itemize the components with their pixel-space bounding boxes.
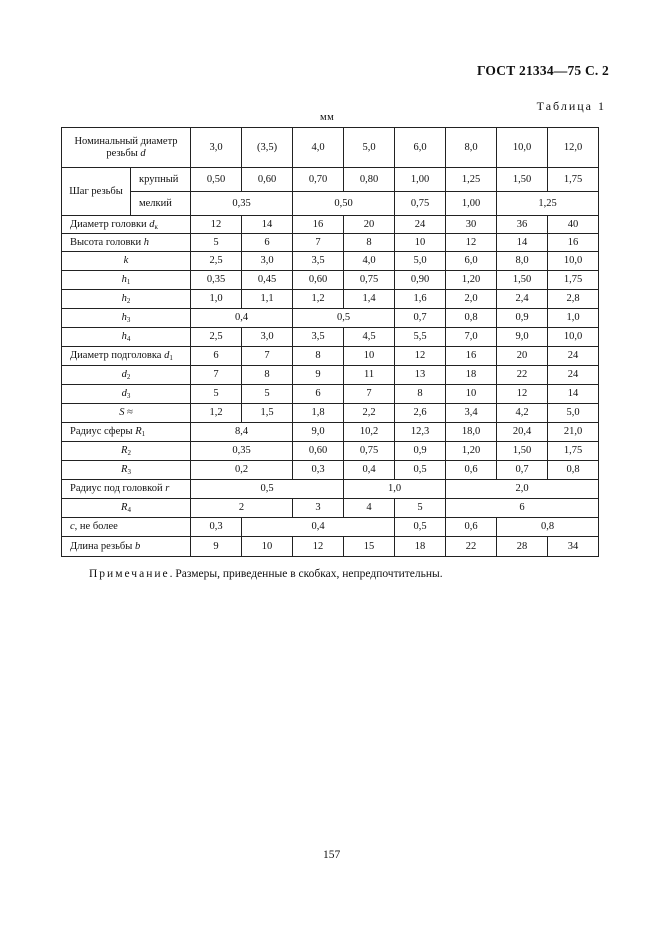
table-cell: 7,0	[446, 328, 497, 347]
table-cell: 5,0	[548, 404, 599, 423]
row-label: $h_3$	[62, 309, 191, 328]
dimensions-table	[61, 127, 599, 557]
table-cell: 0,8	[446, 309, 497, 328]
table-cell: 0,6	[446, 461, 497, 480]
table-cell: 1,20	[446, 442, 497, 461]
table-cell: 0,80	[344, 168, 395, 192]
table-cell: 0,9	[395, 442, 446, 461]
page-number: 157	[323, 849, 341, 861]
row-label: $R_3$	[62, 461, 191, 480]
table-cell: 3,4	[446, 404, 497, 423]
table-cell: 5	[191, 385, 242, 404]
table-cell: 24	[548, 347, 599, 366]
document-header: ГОСТ 21334—75 С. 2	[476, 63, 609, 78]
table-cell: 8,4	[191, 423, 293, 442]
table-row	[62, 234, 599, 252]
table-cell: 5,5	[395, 328, 446, 347]
table-cell: 34	[548, 537, 599, 557]
table-row	[62, 168, 599, 192]
table-cell: 12,0	[548, 128, 599, 168]
table-cell: 21,0	[548, 423, 599, 442]
table-cell: 0,7	[395, 309, 446, 328]
table-cell: 4,0	[344, 252, 395, 271]
table-cell: 5,0	[344, 128, 395, 168]
table-cell: 10,0	[548, 328, 599, 347]
row-label: $h_4$	[62, 328, 191, 347]
table-cell: 1,00	[446, 192, 497, 216]
table-cell: 6	[446, 499, 599, 518]
table-cell: 0,4	[242, 518, 395, 537]
table-cell: 7	[344, 385, 395, 404]
table-row	[62, 271, 599, 290]
table-cell: 0,5	[395, 461, 446, 480]
table-cell: 8,0	[446, 128, 497, 168]
row-label: Номинальный диаметр резьбы d	[62, 128, 191, 168]
table-cell: 0,5	[293, 309, 395, 328]
row-label: Радиус сферы $R_1$	[62, 423, 191, 442]
table-cell: 2,0	[446, 290, 497, 309]
table-cell: 16	[446, 347, 497, 366]
table-cell: 5,0	[395, 252, 446, 271]
row-sublabel: крупный	[131, 168, 191, 192]
table-cell: 28	[497, 537, 548, 557]
row-label: Радиус под головкой r	[62, 480, 191, 499]
table-cell: (3,5)	[242, 128, 293, 168]
row-label: $h_2$	[62, 290, 191, 309]
table-cell: 15	[344, 537, 395, 557]
table-row	[62, 328, 599, 347]
table-cell: 2,6	[395, 404, 446, 423]
table-cell: 13	[395, 366, 446, 385]
table-row	[62, 290, 599, 309]
table-row	[62, 385, 599, 404]
table-cell: 6,0	[446, 252, 497, 271]
table-cell: 1,2	[191, 404, 242, 423]
table-cell: 4,5	[344, 328, 395, 347]
table-cell: 8	[293, 347, 344, 366]
table-cell: 9	[191, 537, 242, 557]
note-prefix: Примечание	[89, 568, 170, 580]
table-cell: 3	[293, 499, 344, 518]
table-cell: 1,20	[446, 271, 497, 290]
table-cell: 1,8	[293, 404, 344, 423]
row-label: Высота головки h	[62, 234, 191, 252]
table-cell: 1,5	[242, 404, 293, 423]
table-cell: 16	[293, 216, 344, 234]
table-cell: 1,50	[497, 442, 548, 461]
table-cell: 8,0	[497, 252, 548, 271]
table-cell: 1,0	[548, 309, 599, 328]
table-cell: 7	[191, 366, 242, 385]
table-cell: 30	[446, 216, 497, 234]
table-cell: 0,2	[191, 461, 293, 480]
table-cell: 0,75	[344, 271, 395, 290]
table-cell: 40	[548, 216, 599, 234]
table-cell: 14	[497, 234, 548, 252]
row-label: Шаг резьбы	[62, 168, 131, 216]
table-row	[62, 128, 599, 168]
table-cell: 12,3	[395, 423, 446, 442]
table-row	[62, 518, 599, 537]
table-cell: 4,0	[293, 128, 344, 168]
table-cell: 10	[242, 537, 293, 557]
table-cell: 0,7	[497, 461, 548, 480]
table-cell: 1,00	[395, 168, 446, 192]
table-row	[62, 537, 599, 557]
table-cell: 10	[344, 347, 395, 366]
table-cell: 9,0	[293, 423, 344, 442]
table-note	[89, 568, 443, 580]
table-cell: 0,8	[548, 461, 599, 480]
table-cell: 3,5	[293, 328, 344, 347]
table-cell: 0,50	[293, 192, 395, 216]
table-row	[62, 216, 599, 234]
table-cell: 36	[497, 216, 548, 234]
table-cell: 0,6	[446, 518, 497, 537]
table-row	[62, 404, 599, 423]
note-text: . Размеры, приведенные в скобках, непредпочтительны.	[169, 568, 443, 580]
table-cell: 5	[191, 234, 242, 252]
table-cell: 0,60	[242, 168, 293, 192]
table-cell: 12	[497, 385, 548, 404]
table-cell: 12	[395, 347, 446, 366]
table-row	[62, 309, 599, 328]
table-cell: 0,5	[395, 518, 446, 537]
table-row	[62, 252, 599, 271]
table-cell: 18	[446, 366, 497, 385]
table-cell: 2,5	[191, 328, 242, 347]
table-cell: 24	[395, 216, 446, 234]
table-cell: 4,2	[497, 404, 548, 423]
table-cell: 2,4	[497, 290, 548, 309]
row-label: $R_2$	[62, 442, 191, 461]
table-cell: 0,35	[191, 271, 242, 290]
table-cell: 14	[548, 385, 599, 404]
table-cell: 16	[548, 234, 599, 252]
table-cell: 0,75	[344, 442, 395, 461]
table-cell: 14	[242, 216, 293, 234]
table-cell: 22	[446, 537, 497, 557]
table-cell: 3,0	[191, 128, 242, 168]
row-label: $R_4$	[62, 499, 191, 518]
table-cell: 5	[395, 499, 446, 518]
table-cell: 24	[548, 366, 599, 385]
table-cell: 7	[242, 347, 293, 366]
table-cell: 0,60	[293, 442, 344, 461]
table-cell: 2,5	[191, 252, 242, 271]
table-cell: 6,0	[395, 128, 446, 168]
row-label: c, не более	[62, 518, 191, 537]
table-row	[62, 366, 599, 385]
row-label: Диаметр головки $d_к$	[62, 216, 191, 234]
table-cell: 1,75	[548, 442, 599, 461]
table-cell: 1,2	[293, 290, 344, 309]
table-cell: 0,35	[191, 192, 293, 216]
table-cell: 1,75	[548, 168, 599, 192]
table-cell: 10,0	[497, 128, 548, 168]
table-cell: 11	[344, 366, 395, 385]
table-cell: 22	[497, 366, 548, 385]
table-cell: 10,2	[344, 423, 395, 442]
table-cell: 0,70	[293, 168, 344, 192]
table-cell: 0,4	[344, 461, 395, 480]
row-label: k	[62, 252, 191, 271]
table-cell: 1,75	[548, 271, 599, 290]
table-cell: 5	[242, 385, 293, 404]
table-cell: 10	[395, 234, 446, 252]
table-cell: 1,50	[497, 271, 548, 290]
table-cell: 12	[191, 216, 242, 234]
table-cell: 1,4	[344, 290, 395, 309]
table-cell: 6	[242, 234, 293, 252]
table-cell: 0,90	[395, 271, 446, 290]
table-cell: 2,0	[446, 480, 599, 499]
table-row	[62, 347, 599, 366]
table-cell: 10	[446, 385, 497, 404]
table-cell: 0,45	[242, 271, 293, 290]
table-cell: 0,50	[191, 168, 242, 192]
table-cell: 2,8	[548, 290, 599, 309]
table-cell: 1,25	[497, 192, 599, 216]
table-cell: 12	[293, 537, 344, 557]
table-cell: 12	[446, 234, 497, 252]
table-cell: 6	[191, 347, 242, 366]
table-cell: 18	[395, 537, 446, 557]
units-label: мм	[320, 112, 335, 123]
table-cell: 2	[191, 499, 293, 518]
table-cell: 0,3	[293, 461, 344, 480]
table-cell: 0,4	[191, 309, 293, 328]
table-cell: 0,8	[497, 518, 599, 537]
table-cell: 3,0	[242, 328, 293, 347]
table-cell: 20	[344, 216, 395, 234]
table-cell: 1,6	[395, 290, 446, 309]
row-label: $h_1$	[62, 271, 191, 290]
row-label: Длина резьбы b	[62, 537, 191, 557]
row-sublabel: мелкий	[131, 192, 191, 216]
table-cell: 20	[497, 347, 548, 366]
table-cell: 7	[293, 234, 344, 252]
table-row	[62, 442, 599, 461]
table-caption: Таблица 1	[536, 99, 606, 113]
table-cell: 4	[344, 499, 395, 518]
table-cell: 18,0	[446, 423, 497, 442]
table-cell: 8	[242, 366, 293, 385]
row-label: $d_3$	[62, 385, 191, 404]
table-cell: 1,25	[446, 168, 497, 192]
table-cell: 9,0	[497, 328, 548, 347]
table-row	[62, 480, 599, 499]
table-cell: 0,5	[191, 480, 344, 499]
row-label: $d_2$	[62, 366, 191, 385]
table-cell: 3,0	[242, 252, 293, 271]
row-label: S ≈	[62, 404, 191, 423]
table-cell: 0,60	[293, 271, 344, 290]
table-cell: 8	[395, 385, 446, 404]
table-cell: 0,35	[191, 442, 293, 461]
table-row	[62, 461, 599, 480]
table-cell: 2,2	[344, 404, 395, 423]
table-cell: 0,75	[395, 192, 446, 216]
table-cell: 1,0	[344, 480, 446, 499]
table-cell: 3,5	[293, 252, 344, 271]
table-cell: 0,3	[191, 518, 242, 537]
table-row	[62, 192, 599, 216]
table-cell: 20,4	[497, 423, 548, 442]
table-cell: 10,0	[548, 252, 599, 271]
row-label: Диаметр подголовка $d_1$	[62, 347, 191, 366]
table-cell: 1,50	[497, 168, 548, 192]
table-cell: 9	[293, 366, 344, 385]
table-cell: 6	[293, 385, 344, 404]
table-cell: 1,0	[191, 290, 242, 309]
table-row	[62, 423, 599, 442]
table-cell: 8	[344, 234, 395, 252]
table-cell: 1,1	[242, 290, 293, 309]
table-row	[62, 499, 599, 518]
table-cell: 0,9	[497, 309, 548, 328]
